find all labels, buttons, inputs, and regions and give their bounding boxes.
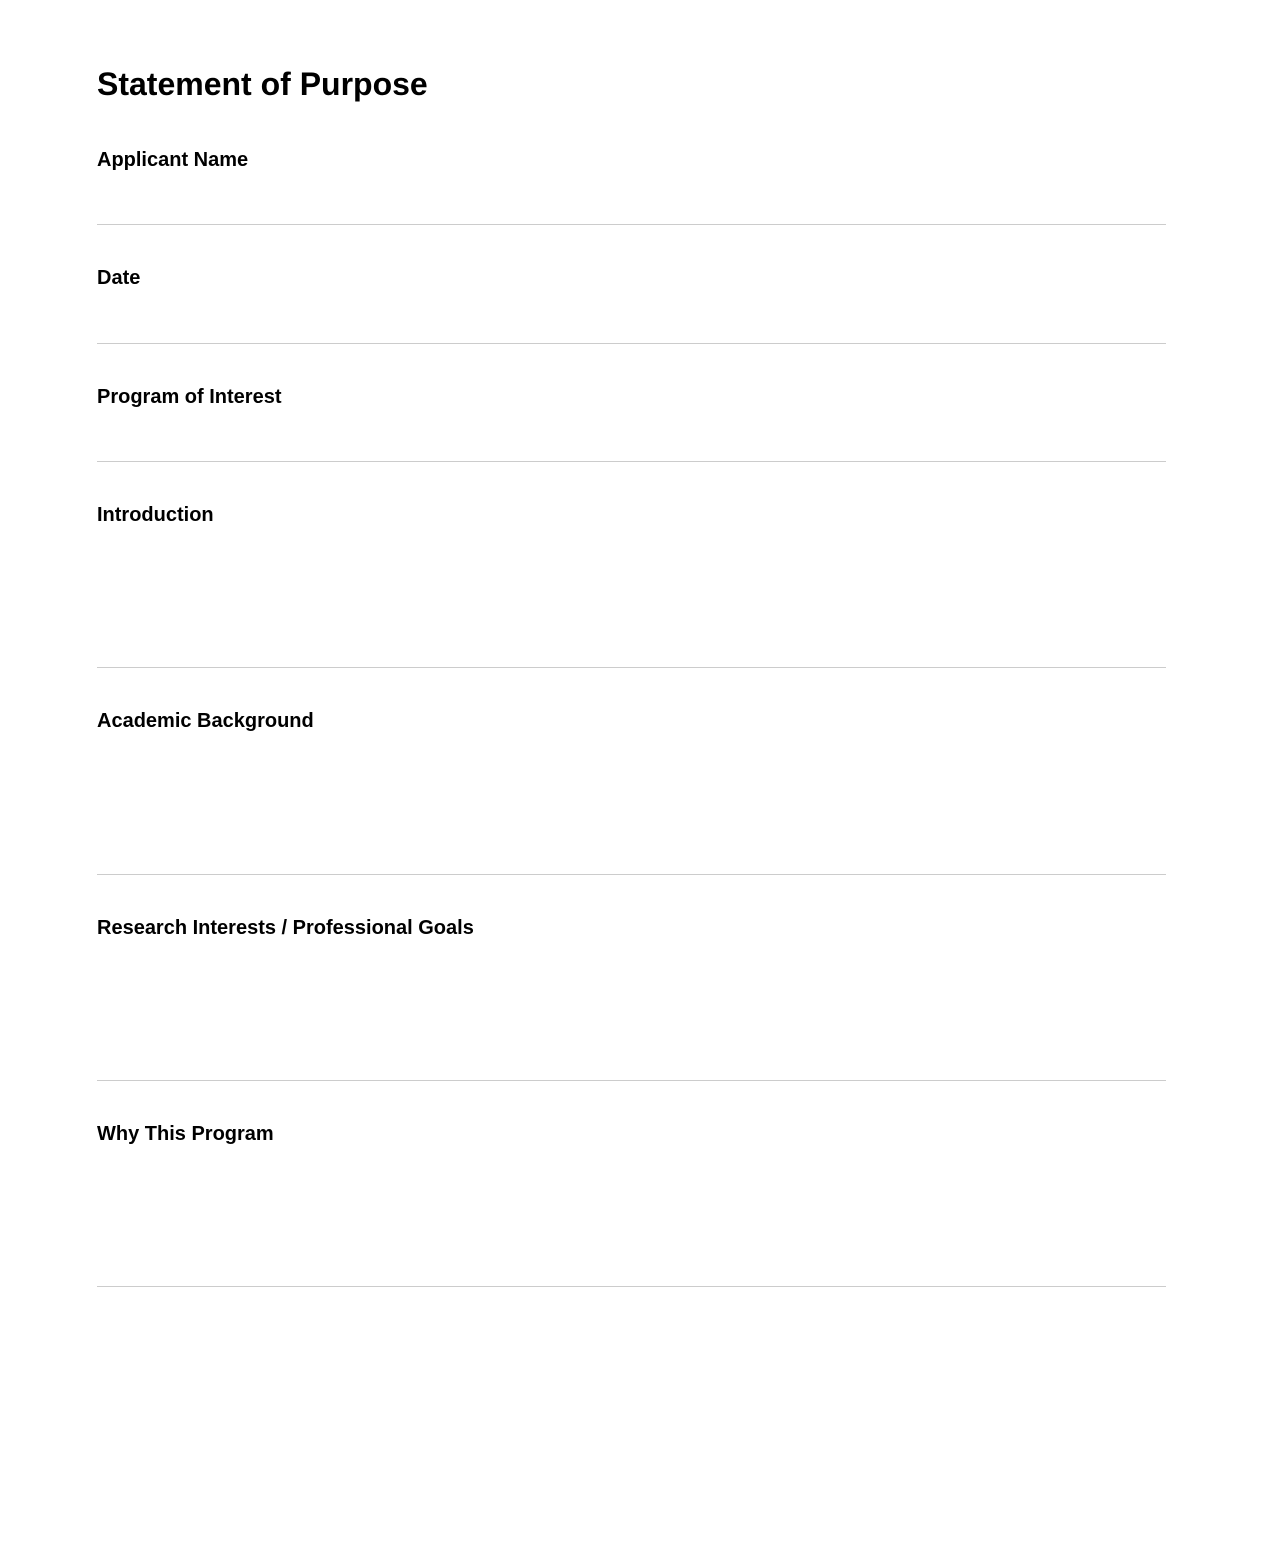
field-label: Research Interests / Professional Goals [97,917,474,939]
academic-background-textarea[interactable] [97,737,1166,875]
why-this-program-textarea[interactable] [97,1150,1166,1287]
date-input[interactable] [97,294,1166,344]
page-title: Statement of Purpose [97,66,428,102]
field-label: Academic Background [97,710,314,732]
field-label: Introduction [97,504,214,526]
applicant-name-input[interactable] [97,176,1166,225]
research-interests-textarea[interactable] [97,944,1166,1081]
field-label: Applicant Name [97,149,249,171]
field-label: Program of Interest [97,386,282,408]
program-of-interest-input[interactable] [97,413,1166,462]
field-label: Why This Program [97,1123,274,1145]
introduction-textarea[interactable] [97,531,1166,668]
field-label: Date [97,267,141,289]
